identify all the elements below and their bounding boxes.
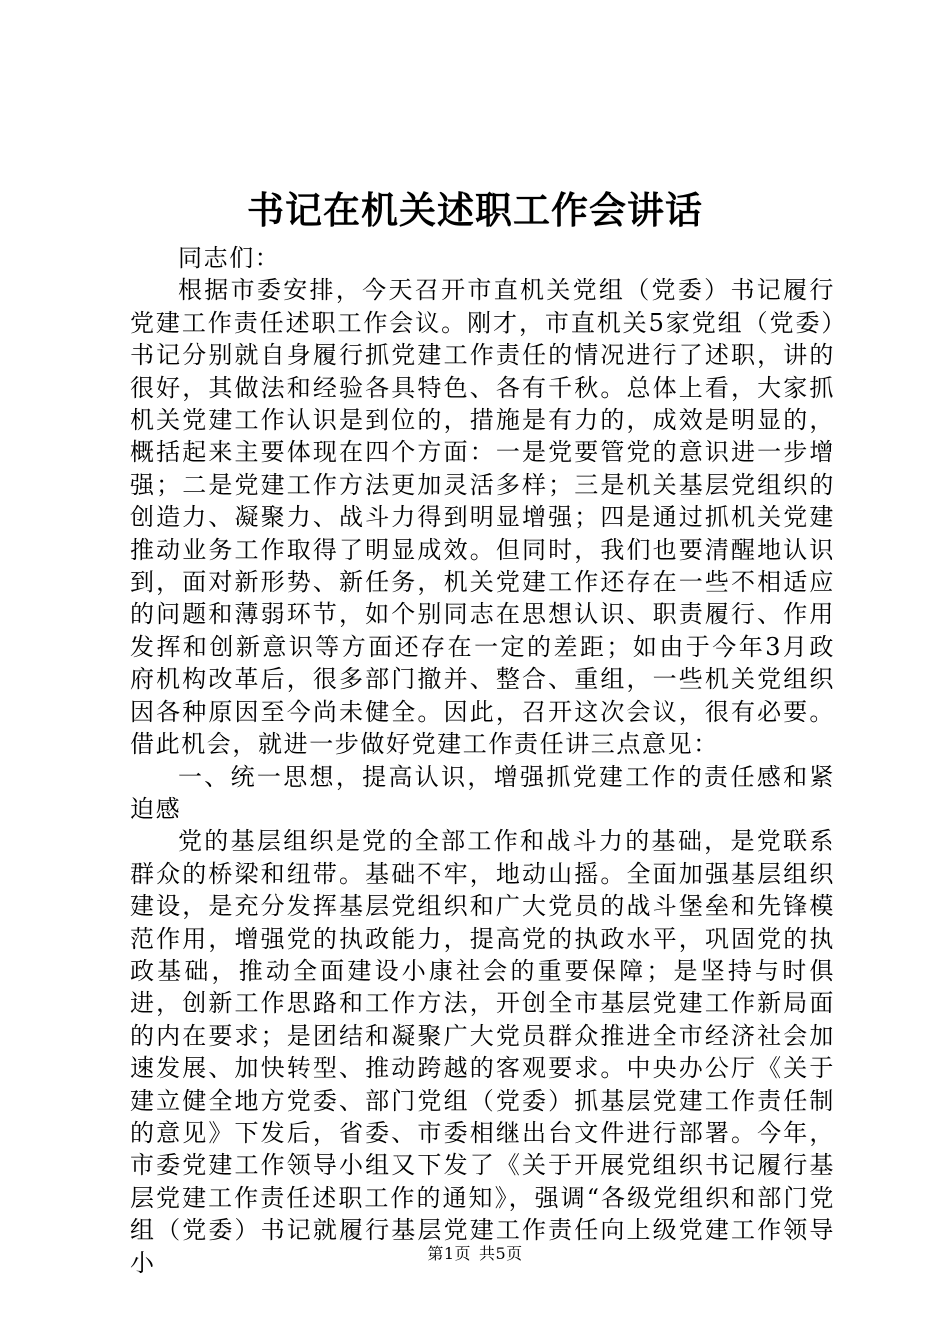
page-total: 共5页 — [479, 1244, 523, 1263]
paragraph-section-1: 党的基层组织是党的全部工作和战斗力的基础，是党联系群众的桥梁和纽带。基础不牢，地动山摇。全面加强基层组织建设，是充分发挥基层党组织和广大党员的战斗堡垒和先锋模范作用，增强党的执政能力，提高党的执政水平，巩固党的执政基础，推动全面建设小康社会的重要保障；是坚持与时俱进，创新工作思路和工作方法，开创全市基层党建工作新局面的内在要求；是团结和凝聚广大党员群众推进全市经济社会加速发展、加快转型、推动跨越的客观要求。中央办公厅《关于建立健全地方党委、部门党组（党委）抓基层党建工作责任制的意见》下发后，省委、市委相继出台文件进行部署。今年，市委党建工作领导小组又下发了《关于开展党组织书记履行基层党建工作责任述职工作的通知》，强调“各级党组织和部门党组（党委）书记就履行基层党建工作责任向上级党建工作领导小 — [130, 827, 835, 1277]
page-footer — [0, 1243, 950, 1265]
document-title: 书记在机关述职工作会讲话 — [247, 188, 703, 232]
paragraph-intro: 根据市委安排，今天召开市直机关党组（党委）书记履行党建工作责任述职工作会议。刚才，市直机关5家党组（党委）书记分别就自身履行抓党建工作责任的情况进行了述职，讲的很好，其做法和经验各具特色、各有千秋。总体上看，大家抓机关党建工作认识是到位的，措施是有力的，成效是明显的，概括起来主要体现在四个方面：一是党要管党的意识进一步增强；二是党建工作方法更加灵活多样；三是机关基层党组织的创造力、凝聚力、战斗力得到明显增强；四是通过抓机关党建推动业务工作取得了明显成效。但同时，我们也要清醒地认识到，面对新形势、新任务，机关党建工作还存在一些不相适应的问题和薄弱环节，如个别同志在思想认识、职责履行、作用发挥和创新意识等方面还存在一定的差距；如由于今年3月政府机构改革后，很多部门撤并、整合、重组，一些机关党组织因各种原因至今尚未健全。因此，召开这次会议，很有必要。借此机会，就进一步做好党建工作责任讲三点意见： — [130, 276, 835, 759]
page-number: 第1页 — [427, 1244, 471, 1263]
section-heading-1: 一、统一思想，提高认识，增强抓党建工作的责任感和紧迫感 — [130, 762, 835, 823]
document-body — [130, 242, 835, 1279]
paragraph-salutation: 同志们： — [178, 244, 281, 272]
